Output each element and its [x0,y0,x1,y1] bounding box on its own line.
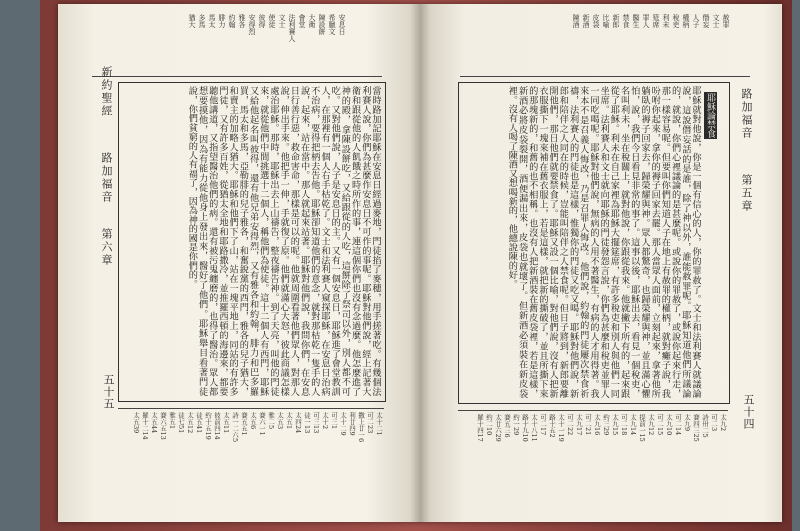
right-page-number: 五十四 [742,394,755,430]
margin-note: 腓力 [218,14,226,28]
left-book-title: 新約聖經 [100,66,113,118]
margin-note: 醫生 [632,14,640,28]
cross-reference: 雅二5 [267,412,275,430]
margin-note: 筵席 [652,14,660,28]
cross-reference: 雅五1 [168,412,176,430]
margin-note: 會堂 [298,14,306,28]
cross-reference: 太廿六29 [494,414,502,442]
cross-reference: 太五12 [186,412,194,434]
cross-reference: 可二3 [710,414,718,432]
margin-note: 多馬 [198,14,206,28]
cross-reference: 太五3 [276,412,284,430]
cross-reference: 可二15 [656,414,664,436]
cross-reference: 可二18 [620,414,628,436]
cross-reference: 賽五五1 [240,412,248,436]
left-bottom-refs [120,412,382,510]
cross-reference: 太五39 [132,412,140,434]
cross-reference: 太五11 [222,412,230,434]
cross-reference: 提前一15 [638,414,646,442]
margin-note: 安得烈 [248,14,256,35]
cross-reference: 徒一13 [303,412,311,434]
margin-note: 稅吏 [672,14,680,28]
cross-reference: 賽四三25 [692,414,700,442]
cross-reference: 太五1 [285,412,293,430]
cross-reference: 詩卅二5 [701,414,709,438]
cross-reference: 可二14 [674,414,682,436]
margin-note: 猶大 [188,14,196,28]
cross-reference: 太九10 [665,414,673,436]
cross-reference: 羅十二14 [141,412,149,440]
cross-reference: 約二10 [485,414,493,436]
cross-reference: 可二23 [366,412,374,434]
cross-reference: 太九12 [647,414,655,436]
cross-reference: 太九14 [629,414,637,436]
cross-reference: 太五44 [150,412,158,434]
margin-note: 使徒 [268,14,276,28]
margin-note: 法利賽人 [288,14,296,42]
margin-note: 馬太 [208,14,216,28]
cross-reference: 約一29 [512,414,520,436]
margin-note: 安息日 [338,14,346,35]
cross-reference: 太九15 [611,414,619,436]
cross-reference: 賽六一1 [258,412,266,436]
margin-note: 雅各 [238,14,246,28]
margin-note: 赦罪 [722,14,730,28]
right-page [420,4,782,522]
margin-note: 罪人 [642,14,650,28]
margin-note: 禁食 [622,14,630,28]
left-top-notes [94,14,346,72]
cross-reference: 可二17 [539,414,547,436]
cross-reference: 太五6 [249,412,257,430]
margin-note: 約翰 [228,14,236,28]
cross-reference: 撒上廿一6 [357,412,365,443]
cross-reference: 路十五2 [548,414,556,438]
cross-reference: 賽五三6 [503,414,511,438]
margin-note: 新酒 [582,14,590,28]
left-main-text: 當時路加記耶穌在安息日經過麥地，門徒掐了麥穗，用手搓著吃。有幾個法利賽人說，你們為甚麼作安息日不可作的事呢。耶穌對他們說，經上記著大衛和跟從他的人飢餓之時所作的事，連這個你們也沒有念過麼。他怎麼進了神的殿，拿陳設餅吃，又給跟從的人吃，這餅除了祭司以外，別人都不可吃。又對他們說，人子是安息日的主。又有一個安息日，耶穌進了會堂教訓人，在那裡有一個人右手枯乾了。文士和法利賽人窺探耶穌，在安息日治病不治病，要得把柄去告他。耶穌卻知道他們的意念，就對那枯乾一隻手的人說，起來，站在當中。那人就起來站著。耶穌對他們說，我問你們，在安息日行善行惡，救命害命，那樣是可以的呢。他就周圍看著他們眾人，對那人說，伸出手來。他把手一伸，手就復了原。他們就滿心大怒，彼此商議怎樣處治耶穌。那時，耶穌出去上山禱告，整夜禱告神。到了天亮，叫他的門徒來，就從他們中間挑選十二個人，稱他們為使徒。這十二個人有西門，耶穌又給他起名叫彼得，還有他兄弟安得烈，又有雅各和約翰，腓力和巴多羅買，馬太和多馬，亞勒腓的兒子雅各，和奮銳黨的西門，雅各的兒子猶大，和賣主的加略人猶大。耶穌和他們下了山，站在一塊平地上，同站的有許多門徒，又有許多百姓，從猶太全地和耶路撒冷，並推羅西頓的海邊來，都要聽他講道，又指望醫治他們的病。還有被污鬼纏磨的，也得了醫治。眾人都想要摸他，因為有能力從他身上發出來，醫好了他們。耶穌舉目看著門徒說，你們貧窮的人有福了，因為神的國是你們的。 [186,86,381,396]
cross-reference: 太九2 [719,414,727,432]
cross-reference: 羅十四17 [476,414,484,442]
right-book-name: 路加福音 [740,88,753,140]
left-book-name: 路加福音 [100,152,113,204]
cross-reference: 可三13 [312,412,320,434]
margin-note: 大衛 [308,14,316,28]
cross-reference: 利廿四9 [348,412,356,436]
cross-reference: 徒七51 [177,412,185,434]
margin-note: 陳設餅 [318,14,326,35]
cross-reference: 太十八11 [530,414,538,442]
cross-reference: 太九9 [683,414,691,432]
cross-reference: 詩一二六5 [231,412,239,443]
margin-note: 陳酒 [572,14,580,28]
cross-reference: 約十五19 [204,412,212,440]
open-book [58,4,782,522]
left-bottom-rule [118,408,384,409]
cross-reference: 徒五41 [195,412,203,434]
cross-reference: 太十二9 [339,412,347,436]
cross-reference: 太十一19 [557,414,565,442]
margin-note: 文士 [712,14,720,28]
left-page-number: 五十五 [102,374,115,410]
cross-reference: 約三29 [602,414,610,436]
cross-reference: 太九16 [593,414,601,436]
cross-reference: 彼前四14 [213,412,221,440]
margin-note: 彼得 [258,14,266,28]
margin-note: 文士 [278,14,286,28]
cross-reference: 太十二1 [375,412,383,436]
margin-note: 希臘文 [328,14,336,35]
right-main-text: 耶穌就對他說，你是一個有信心的人，你的罪赦了。文士和法利賽人就議論說，這說僭妄話的是誰，除了神以外，誰能赦罪呢。耶穌知道他們所議論的，就說，你們心裡議論的是甚麼呢。或說你的罪赦了，或說你起來行走，那一樣容易呢。但要叫你們知道人子在地上有赦罪的權柄，就對癱子說，我吩咐你起來，拿你的褥子回家去罷。那人當眾人面前，立刻起來，拿著他所躺臥的褥子回家去，歸榮耀與神。眾人都驚奇，也歸榮耀與神，並且滿心懼怕，說，我們今日看見非常的事了。這事以後，耶穌出去，看見一個稅吏，名叫利未，坐在稅關上，就對他說，你跟從我來。他就撇下所有的，起來跟從了耶穌。利未在自己家裡為耶穌大擺筵席，有許多稅吏和別人與他們一同坐席。法利賽人和文士就向耶穌的門徒發怨言說，你們為甚麼和稅吏並罪人一同吃喝呢。耶穌對他們說，無病的人用不著醫生，有病的人才用得著。我來本不是召義人悔改，乃是召罪人悔改。他們說，約翰的門徒屢次禁食祈禱，法利賽人的門徒也是這樣，惟獨你的門徒又吃又喝。耶穌對他們說，新郎和陪伴之人同在的時候，豈能叫陪伴之人禁食呢。但日子將到，新郎要離開他們，那日他們就要禁食了。耶穌又設一個比喻，對他們說，沒有人把新衣服撕下一塊來補在舊衣服上，若是這樣，就把新的撕破了，並且所撕下來的那塊新的，和舊的也不相稱。也沒有人把新酒裝在舊皮袋裡，若是這樣，新酒必將皮袋裂開，酒便漏出來，皮袋也就壞了。但新酒必須裝在新皮袋裡。沒有人喝了陳酒又想喝新的，他總說陳的好。 [506,86,701,398]
right-chapter: 第五章 [740,174,753,213]
margin-note: 權柄 [682,14,690,28]
margin-note: 皮袋 [592,14,600,28]
right-bottom-rule [458,410,728,411]
left-page [58,4,420,522]
cross-reference: 太四24 [294,412,302,434]
cross-reference: 可二22 [566,414,574,436]
margin-note: 新郎 [612,14,620,28]
right-bottom-refs [460,414,726,510]
cross-reference: 賽六五13 [159,412,167,440]
right-top-rule [460,76,750,77]
margin-note: 利未 [662,14,670,28]
margin-note: 比喻 [602,14,610,28]
right-top-notes [490,14,730,72]
right-section-heading: 耶穌論禁食 [705,93,715,138]
left-top-rule [92,76,382,77]
cross-reference: 路十九10 [521,414,529,442]
cross-reference: 可二21 [584,414,592,436]
cross-reference: 太十2 [321,412,329,430]
cross-reference: 可三1 [330,412,338,430]
margin-note: 人子 [692,14,700,28]
margin-note: 僭妄 [702,14,710,28]
left-chapter: 第六章 [100,228,113,267]
cross-reference: 太九17 [575,414,583,436]
